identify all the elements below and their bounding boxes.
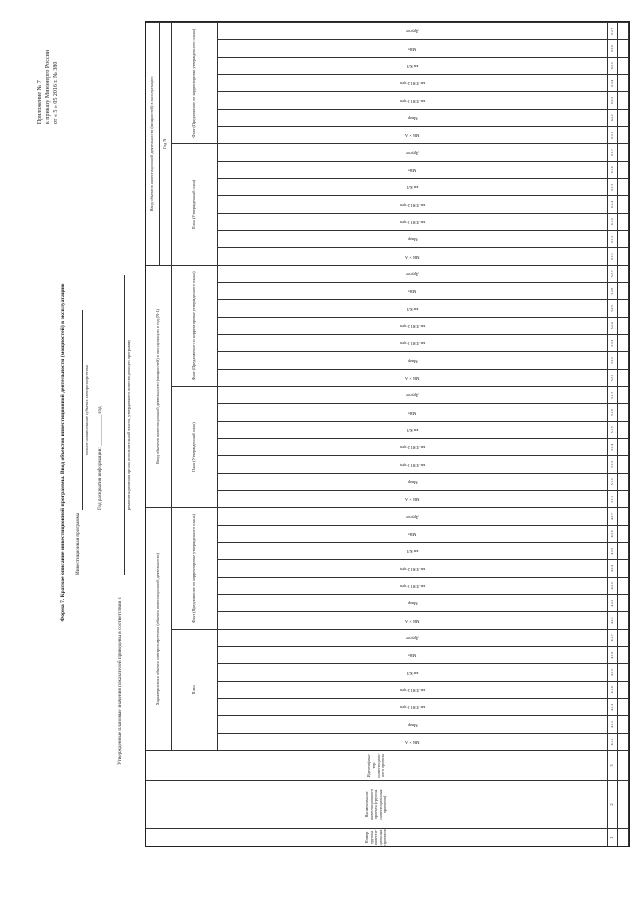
header-plan-2 (172, 386, 218, 507)
subheader-20-text: МВт (408, 410, 417, 416)
code-cell-20 (608, 403, 618, 420)
code-col-3-text: 3 (609, 764, 615, 767)
data-cell-27 (618, 334, 629, 351)
code-cell-1-text: 4.1.1 (609, 738, 614, 746)
subheader-19 (218, 421, 608, 438)
subheader-30-text: Мвар (407, 237, 418, 243)
code-cell-6-text: 4.1.6 (609, 651, 614, 659)
subheader-33-text: км КЛ (406, 185, 419, 191)
subheader-5 (218, 663, 608, 680)
data-cell-5 (618, 715, 629, 732)
data-cell-2 (618, 780, 629, 828)
subheader-31 (218, 213, 608, 230)
code-cell-31-text: 6.1.3 (609, 218, 614, 226)
subheader-10-text: км ЛЭП 1-цеп (399, 584, 426, 590)
subheader-27 (218, 282, 608, 299)
header-project-name (146, 780, 608, 828)
subheader-25-text: км ЛЭП 2-цеп (399, 324, 426, 330)
data-cell-4 (618, 733, 629, 750)
code-cell-32 (608, 195, 618, 212)
code-cell-16 (608, 473, 618, 490)
subheader-33 (218, 178, 608, 195)
subheader-11 (218, 559, 608, 576)
subheader-18 (218, 438, 608, 455)
code-cell-28-text: 5.2.7 (609, 270, 614, 278)
code-cell-35 (608, 143, 618, 160)
org-subcaption: полное наименование субъекта электроэнергетики (84, 364, 89, 456)
code-cell-30 (608, 230, 618, 247)
code-cell-9 (608, 594, 618, 611)
subheader-38 (218, 91, 608, 108)
data-cell-23 (618, 403, 629, 420)
subheader-2-text: Мвар (407, 722, 418, 728)
code-cell-26 (608, 299, 618, 316)
code-cell-12-text: 4.2.5 (609, 547, 614, 555)
org-line (82, 310, 83, 510)
subheader-36-text: МВ×А (405, 133, 420, 139)
appendix-line-3: от « 5 » 05 2016 г. № 380 (53, 61, 60, 125)
code-cell-2 (608, 715, 618, 732)
subheader-42-text: Другое (406, 29, 419, 35)
subheader-27-text: МВт (408, 289, 417, 295)
subheader-31-text: км ЛЭП 1-цеп (399, 220, 426, 226)
code-col-1 (608, 828, 618, 846)
header-fact-3-text: Факт (Предложение по корректировке утвержденного плана) (191, 28, 197, 138)
header-fact-2-text: Факт (Предложение по корректировке утвержденного плана) (191, 271, 197, 381)
code-col-1-text: 1 (609, 836, 615, 839)
subheader-11-text: км ЛЭП 2-цеп (399, 566, 426, 572)
code-cell-5 (608, 663, 618, 680)
code-cell-38 (608, 91, 618, 108)
code-cell-23-text: 5.2.2 (609, 357, 614, 364)
data-cell-18 (618, 490, 629, 507)
subheader-12-text: км КЛ (406, 549, 419, 555)
appendix-line-2: к приказу Минэнерго России (45, 50, 52, 125)
header-project-name-text: Наименование инвестиционного проекта (группы инвестиционных проектов) (363, 788, 388, 821)
data-cell-37 (618, 161, 629, 178)
subheader-4-text: км ЛЭП 2-цеп (399, 688, 426, 694)
subheader-38-text: км ЛЭП 1-цеп (399, 98, 426, 104)
code-cell-22-text: 5.2.1 (609, 374, 614, 382)
code-col-3 (608, 750, 618, 780)
code-cell-37 (608, 109, 618, 126)
code-cell-33-text: 6.1.5 (609, 183, 614, 191)
subheader-21 (218, 386, 608, 403)
subheader-30 (218, 230, 608, 247)
code-cell-6 (608, 646, 618, 663)
subheader-9 (218, 594, 608, 611)
subheader-16 (218, 473, 608, 490)
code-cell-19-text: 5.1.5 (609, 426, 614, 434)
subheader-39 (218, 74, 608, 91)
subheader-40 (218, 57, 608, 74)
code-cell-34-text: 6.1.6 (609, 166, 614, 174)
subheader-39-text: км ЛЭП 2-цеп (399, 81, 426, 87)
subheader-25 (218, 317, 608, 334)
header-plan-3 (172, 143, 218, 264)
code-cell-25 (608, 317, 618, 334)
appendix-block (36, 50, 60, 124)
data-cell-41 (618, 91, 629, 108)
subheader-13-text: МВт (408, 532, 417, 538)
subheader-19-text: км КЛ (406, 428, 419, 434)
code-cell-14 (608, 507, 618, 524)
code-cell-21 (608, 386, 618, 403)
header-year-n-text: Год N (162, 138, 168, 149)
subheader-22 (218, 369, 608, 386)
subheader-24-text: км ЛЭП 1-цеп (399, 341, 426, 347)
code-cell-35-text: 6.1.7 (609, 149, 614, 156)
header-characteristics (146, 507, 172, 750)
subheader-7 (218, 629, 608, 646)
code-cell-17-text: 5.1.3 (609, 461, 614, 468)
code-cell-39 (608, 74, 618, 91)
code-cell-15 (608, 490, 618, 507)
data-cell-21 (618, 438, 629, 455)
header-fact-2 (172, 265, 218, 386)
code-cell-41 (608, 39, 618, 56)
code-cell-1 (608, 733, 618, 750)
code-col-2-text: 2 (609, 803, 615, 806)
subheader-23 (218, 351, 608, 368)
subheader-3 (218, 698, 608, 715)
code-cell-25-text: 5.2.4 (609, 322, 614, 330)
code-cell-20-text: 5.1.6 (609, 409, 614, 416)
subheader-3-text: км ЛЭП 1-цеп (399, 705, 426, 711)
subheader-17-text: км ЛЭП 1-цеп (399, 462, 426, 468)
data-cell-15 (618, 542, 629, 559)
code-cell-34 (608, 161, 618, 178)
form-title: Форма 7. Краткое описание инвестиционной программы. Ввод объектов инвестиционной деятельности (мощностей) в эксплуатацию (60, 283, 66, 622)
code-cell-9-text: 4.2.2 (609, 599, 614, 607)
code-cell-26-text: 5.2.5 (609, 305, 614, 312)
data-cell-24 (618, 386, 629, 403)
subheader-37 (218, 109, 608, 126)
org-caption: Инвестиционная программа (75, 512, 81, 575)
header-input-total (146, 22, 160, 265)
code-cell-7 (608, 629, 618, 646)
code-cell-19 (608, 421, 618, 438)
data-cell-34 (618, 213, 629, 230)
code-cell-10 (608, 577, 618, 594)
header-plan-2-text: План (Утвержденный план) (191, 422, 197, 473)
data-cell-7 (618, 681, 629, 698)
code-cell-4 (608, 681, 618, 698)
subheader-35 (218, 143, 608, 160)
code-cell-38-text: 6.2.3 (609, 97, 614, 104)
data-cell-28 (618, 317, 629, 334)
code-cell-5-text: 4.1.5 (609, 669, 614, 676)
data-cell-33 (618, 230, 629, 247)
code-cell-36 (608, 126, 618, 143)
subheader-15-text: МВ×А (405, 497, 420, 503)
subheader-15 (218, 490, 608, 507)
code-cell-11-text: 4.2.4 (609, 565, 614, 572)
code-cell-33 (608, 178, 618, 195)
subheader-32 (218, 195, 608, 212)
subheader-28-text: Другое (406, 272, 419, 278)
subheader-22-text: МВ×А (405, 376, 420, 382)
subheader-42 (218, 22, 608, 39)
code-cell-30-text: 6.1.2 (609, 235, 614, 243)
header-characteristics-text: Характеристики объекта электроэнергетики (объекта инвестиционной деятельности) (155, 553, 161, 706)
code-cell-4-text: 4.1.4 (609, 686, 614, 694)
data-cell-12 (618, 594, 629, 611)
header-fact-1-text: Факт (Предложение по корректировке утвержденного плана) (191, 514, 197, 623)
data-cell-32 (618, 247, 629, 264)
subheader-41 (218, 39, 608, 56)
subheader-34-text: МВт (408, 168, 417, 174)
header-project-id-text: Идентифика-тор инвестицион-ного проекта (366, 753, 386, 778)
data-cell-30 (618, 282, 629, 299)
code-cell-3 (608, 698, 618, 715)
subheader-17 (218, 455, 608, 472)
code-cell-10-text: 4.2.3 (609, 582, 614, 590)
subheader-41-text: МВт (408, 46, 417, 52)
data-cell-45 (618, 22, 629, 39)
code-cell-7-text: 4.1.7 (609, 634, 614, 642)
data-cell-25 (618, 369, 629, 386)
subheader-26 (218, 299, 608, 316)
code-cell-29-text: 6.1.1 (609, 253, 614, 260)
code-cell-22 (608, 369, 618, 386)
code-cell-8 (608, 611, 618, 628)
code-cell-21-text: 5.1.7 (609, 391, 614, 399)
subheader-23-text: Мвар (407, 358, 418, 364)
code-cell-31 (608, 213, 618, 230)
data-cell-10 (618, 629, 629, 646)
subheader-18-text: км ЛЭП 2-цеп (399, 445, 426, 451)
code-cell-40 (608, 57, 618, 74)
appendix-line-1: Приложение № 7 (37, 80, 43, 125)
header-plan-3-text: План (Утвержденный план) (191, 179, 197, 230)
subheader-10 (218, 577, 608, 594)
subheader-32-text: км ЛЭП 2-цеп (399, 202, 426, 208)
code-cell-39-text: 6.2.4 (609, 79, 614, 87)
approved-subcaption: реквизиты решения органа исполнительной власти, утвердившего инвестиционную программу (126, 339, 131, 511)
data-cell-31 (618, 265, 629, 282)
year-label: Год раскрытия информации: ____________ год (97, 406, 103, 510)
data-cell-26 (618, 351, 629, 368)
approved-line (124, 275, 125, 575)
code-cell-13-text: 4.2.6 (609, 530, 614, 538)
data-cell-20 (618, 455, 629, 472)
data-cell-9 (618, 646, 629, 663)
data-cell-22 (618, 421, 629, 438)
code-cell-42-text: 6.2.7 (609, 27, 614, 35)
data-cell-19 (618, 473, 629, 490)
subheader-12 (218, 542, 608, 559)
subheader-40-text: км КЛ (406, 64, 419, 70)
code-cell-18-text: 5.1.4 (609, 443, 614, 451)
subheader-28 (218, 265, 608, 282)
code-cell-15-text: 5.1.1 (609, 495, 614, 503)
code-cell-27-text: 5.2.6 (609, 287, 614, 295)
header-project-id (146, 750, 608, 780)
subheader-26-text: км КЛ (406, 306, 419, 312)
code-cell-32-text: 6.1.4 (609, 201, 614, 208)
data-cell-1 (618, 828, 629, 846)
data-cell-43 (618, 57, 629, 74)
subheader-14-text: Другое (406, 514, 419, 520)
data-cell-39 (618, 126, 629, 143)
code-cell-8-text: 4.2.1 (609, 617, 614, 624)
code-cell-18 (608, 438, 618, 455)
subheader-14 (218, 507, 608, 524)
subheader-13 (218, 525, 608, 542)
subheader-2 (218, 715, 608, 732)
header-year-n (160, 22, 172, 265)
code-cell-2-text: 4.1.2 (609, 721, 614, 728)
subheader-8-text: МВ×А (405, 618, 420, 624)
code-cell-13 (608, 525, 618, 542)
subheader-6 (218, 646, 608, 663)
code-cell-29 (608, 247, 618, 264)
header-fact-3 (172, 22, 218, 143)
data-cell-16 (618, 525, 629, 542)
subheader-1 (218, 733, 608, 750)
data-cell-40 (618, 109, 629, 126)
code-cell-41-text: 6.2.6 (609, 45, 614, 52)
header-input-total-text: Ввод объектов инвестиционной деятельности (мощностей) в эксплуатацию (149, 76, 155, 212)
data-cell-44 (618, 39, 629, 56)
code-cell-27 (608, 282, 618, 299)
approved-label: Утвержденные плановые значения показателей приведены в соответствии с (117, 597, 123, 765)
code-cell-23 (608, 351, 618, 368)
subheader-21-text: Другое (406, 393, 419, 399)
subheader-5-text: км КЛ (406, 670, 419, 676)
header-input-prev (146, 265, 172, 508)
investment-table (145, 21, 630, 847)
code-cell-42 (608, 22, 618, 39)
data-cell-13 (618, 577, 629, 594)
code-cell-16-text: 5.1.2 (609, 478, 614, 486)
header-group-number (146, 828, 608, 846)
subheader-34 (218, 161, 608, 178)
header-group-number-text: Номер группы инвести-ционных проектов (363, 829, 388, 846)
data-cell-36 (618, 178, 629, 195)
code-cell-24-text: 5.2.3 (609, 339, 614, 347)
subheader-16-text: Мвар (407, 480, 418, 486)
subheader-8 (218, 611, 608, 628)
subheader-6-text: МВт (408, 653, 417, 659)
subheader-9-text: Мвар (407, 601, 418, 607)
code-cell-14-text: 4.2.7 (609, 513, 614, 520)
code-col-2 (608, 780, 618, 828)
subheader-29-text: МВ×А (405, 254, 420, 260)
code-cell-40-text: 6.2.5 (609, 62, 614, 70)
data-cell-14 (618, 559, 629, 576)
data-cell-3 (618, 750, 629, 780)
subheader-35-text: Другое (406, 150, 419, 156)
subheader-1-text: МВ×А (405, 740, 420, 746)
data-cell-6 (618, 698, 629, 715)
code-cell-12 (608, 542, 618, 559)
header-plan-1-text: План (191, 685, 197, 695)
subheader-20 (218, 403, 608, 420)
subheader-4 (218, 681, 608, 698)
header-fact-1 (172, 507, 218, 628)
code-cell-3-text: 4.1.3 (609, 703, 614, 711)
data-cell-42 (618, 74, 629, 91)
subheader-24 (218, 334, 608, 351)
code-cell-17 (608, 455, 618, 472)
header-plan-1 (172, 629, 218, 750)
subheader-29 (218, 247, 608, 264)
data-cell-11 (618, 611, 629, 628)
code-cell-37-text: 6.2.2 (609, 114, 614, 122)
subheader-37-text: Мвар (407, 116, 418, 122)
subheader-36 (218, 126, 608, 143)
data-cell-35 (618, 195, 629, 212)
code-cell-36-text: 6.2.1 (609, 131, 614, 139)
data-cell-38 (618, 143, 629, 160)
subheader-7-text: Другое (406, 636, 419, 642)
code-cell-11 (608, 559, 618, 576)
header-input-prev-text: Ввод объектов инвестиционной деятельности (мощностей) в эксплуатацию в год (N-1) (155, 309, 161, 464)
data-cell-8 (618, 663, 629, 680)
data-cell-29 (618, 299, 629, 316)
code-cell-28 (608, 265, 618, 282)
data-cell-17 (618, 507, 629, 524)
code-cell-24 (608, 334, 618, 351)
